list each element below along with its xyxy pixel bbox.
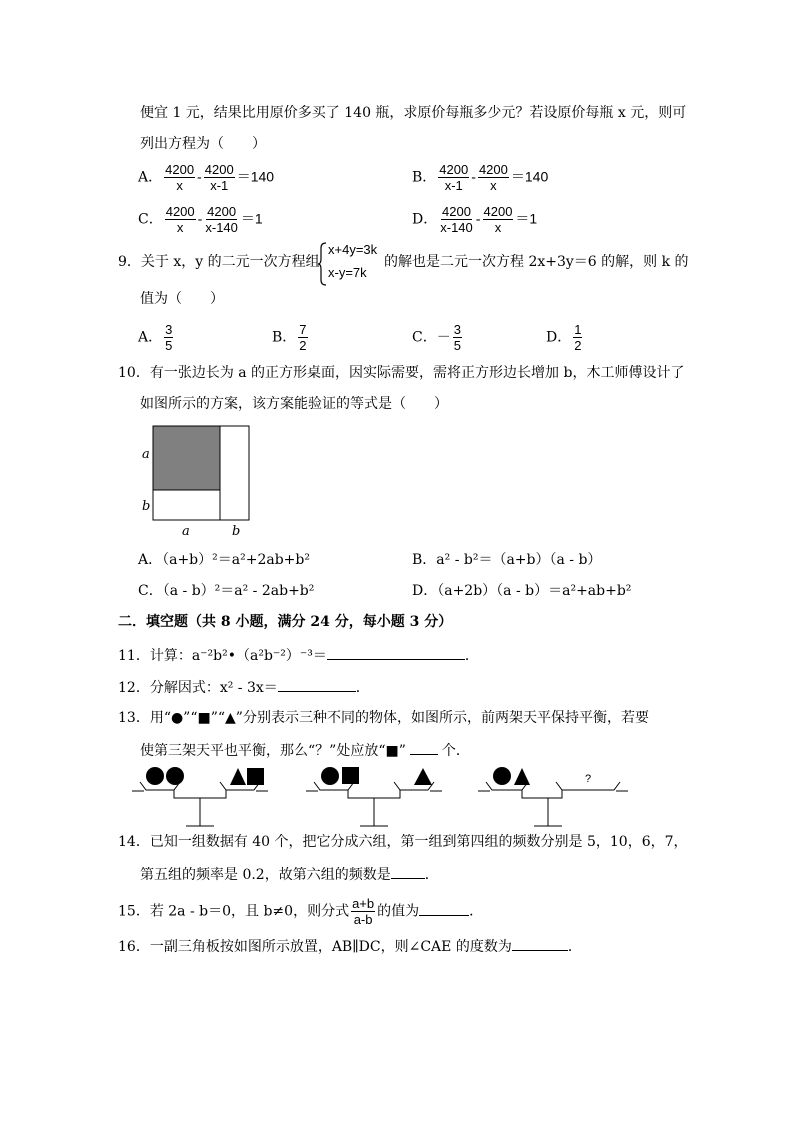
- square-figure: [138, 420, 254, 542]
- q10-option-d[interactable]: D．（a+2b）（a - b）＝a²+ab+b²: [412, 583, 632, 599]
- square-icon: [247, 768, 264, 785]
- q9-line2: 值为（ ）: [140, 291, 224, 307]
- q9-option-d[interactable]: D． $\frac{1}{2}$: [546, 322, 582, 353]
- balance-scale-1: [132, 760, 268, 828]
- q11-answer-blank[interactable]: [327, 644, 465, 660]
- q9-prefix: 9．关于 x，y 的二元一次方程组: [118, 254, 320, 270]
- q10-line1: 10．有一张边长为 a 的正方形桌面，因实际需要，需将正方形边长增加 b，木工师傅设计了: [118, 365, 685, 381]
- section-heading: 二．填空题（共 8 小题，满分 24 分，每小题 3 分）: [118, 614, 453, 630]
- q8-line2: 列出方程为（ ）: [140, 136, 266, 152]
- q9-eq1: x+4y=3k: [328, 242, 378, 257]
- triangle-icon: [414, 768, 432, 785]
- circle-icon: [146, 767, 164, 785]
- triangle-icon: [230, 768, 246, 785]
- q15: 15．若 2a - b＝0，且 b≠0，则分式 $\frac{a+b}{a-b}$ 的值为 ．: [118, 896, 484, 927]
- q12: 12．分解因式：x² - 3x＝ ．: [118, 676, 370, 698]
- triangle-icon: [514, 768, 530, 785]
- q9-option-c[interactable]: C．－ $\frac{3}{5}$: [412, 322, 461, 353]
- question-mark: ?: [584, 773, 592, 785]
- q11-text: 11．计算：a⁻²b²•（a²b⁻²）⁻³＝: [118, 648, 327, 664]
- q10-line2: 如图所示的方案，该方案能验证的等式是（ ）: [140, 396, 448, 412]
- q12-text: 12．分解因式：x² - 3x＝: [118, 680, 278, 696]
- square-icon: [342, 767, 359, 784]
- q8-line1: 便宜 1 元，结果比用原价多买了 140 瓶，求原价每瓶多少元？若设原价每瓶 x 元，则可: [140, 105, 687, 121]
- brace-icon: [318, 242, 328, 286]
- balance-scale-2: [306, 760, 442, 828]
- circle-icon: [493, 767, 511, 785]
- q13-line1: 13．用“●”“■”“▲”分别表示三种不同的物体，如图所示，前两架天平保持平衡，若要: [118, 710, 649, 726]
- q8-option-d[interactable]: D． $\frac{4200}{x-140}$ - $\frac{4200}{x}$ ＝1: [412, 204, 538, 235]
- label-a-left: a: [142, 447, 150, 462]
- q9-option-a[interactable]: A． $\frac{3}{5}$: [138, 322, 173, 353]
- shaded-square: [153, 426, 220, 490]
- q10-option-a[interactable]: A．（a+b）²＝a²+2ab+b²: [138, 552, 310, 568]
- q13-answer-blank[interactable]: [410, 739, 438, 755]
- q8-option-c[interactable]: C． $\frac{4200}{x}$ - $\frac{4200}{x-140}$ ＝1: [138, 204, 263, 235]
- q16: 16．一副三角板按如图所示放置，AB∥DC，则∠CAE 的度数为 ．: [118, 935, 582, 957]
- label-b-left: b: [142, 499, 151, 514]
- circle-icon: [166, 767, 184, 785]
- label-a-bottom: a: [182, 524, 190, 539]
- q14-line1: 14．已知一组数据有 40 个，把它分成六组，第一组到第四组的频数分别是 5，10，6，7，: [118, 834, 688, 850]
- q9-eq2: x-y=7k: [328, 265, 367, 280]
- q14-line2: 第五组的频率是 0.2，故第六组的频数是 ．: [140, 863, 439, 885]
- q15-answer-blank[interactable]: [419, 900, 469, 916]
- q9-option-b[interactable]: B． $\frac{7}{2}$: [272, 322, 307, 353]
- q11: 11．计算：a⁻²b²•（a²b⁻²）⁻³＝ ．: [118, 644, 479, 666]
- q10-option-c[interactable]: C．（a - b）²＝a² - 2ab+b²: [138, 583, 315, 599]
- q10-option-b[interactable]: B．a² - b²＝（a+b）（a - b）: [412, 552, 602, 568]
- q8-option-b[interactable]: B． $\frac{4200}{x-1}$ - $\frac{4200}{x}$ ＝140: [412, 162, 549, 193]
- q13-line2: 使第三架天平也平衡，那么“？”处应放“■” 个．: [140, 739, 470, 761]
- q16-answer-blank[interactable]: [512, 935, 568, 951]
- circle-icon: [321, 767, 339, 785]
- q12-answer-blank[interactable]: [278, 676, 356, 692]
- q8-option-a[interactable]: A． $\frac{4200}{x}$ - $\frac{4200}{x-1}$ ＝140: [138, 162, 275, 193]
- balance-scale-3: [478, 760, 628, 828]
- q14-answer-blank[interactable]: [391, 863, 425, 879]
- label-b-bottom: b: [232, 524, 241, 539]
- q9-suffix: 的解也是二元一次方程 2x+3y＝6 的解，则 k 的: [384, 254, 689, 270]
